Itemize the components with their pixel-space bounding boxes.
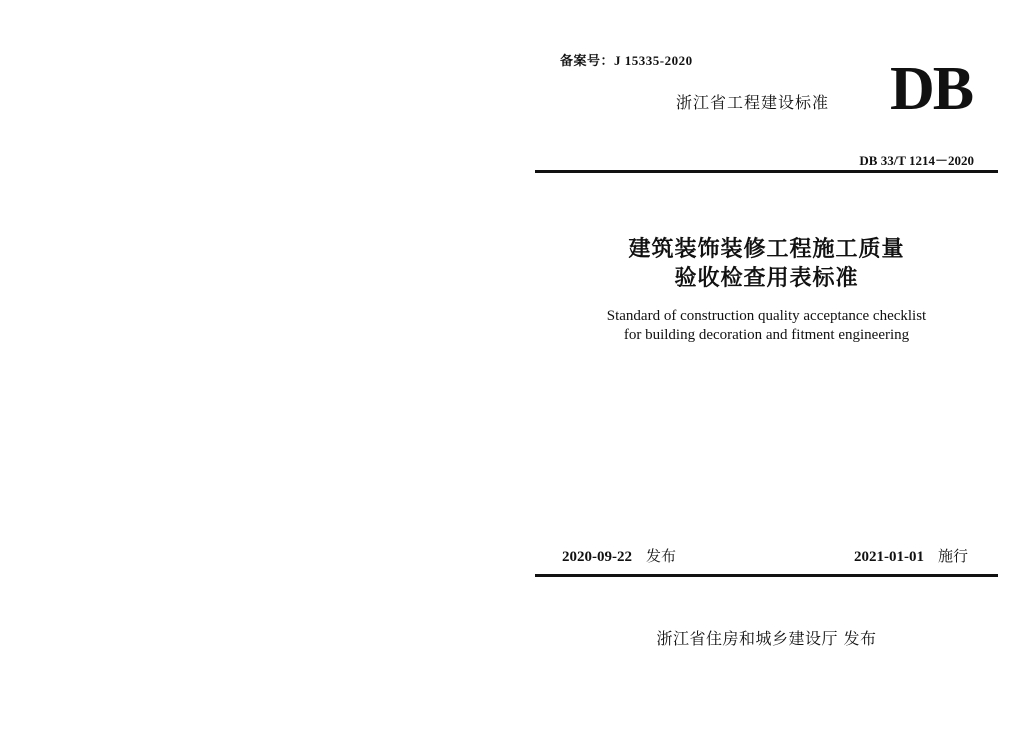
effective-date-line: [854, 545, 968, 566]
issue-action: 发布: [646, 547, 677, 565]
effective-date: 2021-01-01: [853, 549, 924, 565]
title-en-line2: for building decoration and fitment engineering: [623, 327, 910, 343]
title-en: [535, 307, 998, 345]
issue-date-line: [562, 545, 676, 566]
title-block: [535, 235, 998, 345]
issue-date: 2020-09-22: [562, 549, 632, 565]
effective-action: 施行: [937, 547, 968, 565]
standard-category: 浙江省工程建设标准: [676, 93, 830, 112]
title-cn-line2: 验收检查用表标准: [674, 265, 859, 291]
standard-code: DB 33/T 1214－2020: [859, 153, 974, 168]
filing-value: J 15335-2020: [614, 53, 693, 68]
filing-label: 备案号：: [560, 54, 615, 69]
top-divider: [535, 170, 998, 173]
filing-number: [560, 50, 693, 69]
bottom-divider: [535, 574, 998, 577]
db-logo: DB: [890, 55, 973, 123]
publisher: 浙江省住房和城乡建设厅 发布: [656, 629, 877, 648]
title-en-line1: Standard of construction quality acceptance checklist: [606, 308, 927, 324]
title-cn-line1: 建筑装饰装修工程施工质量: [628, 236, 905, 262]
